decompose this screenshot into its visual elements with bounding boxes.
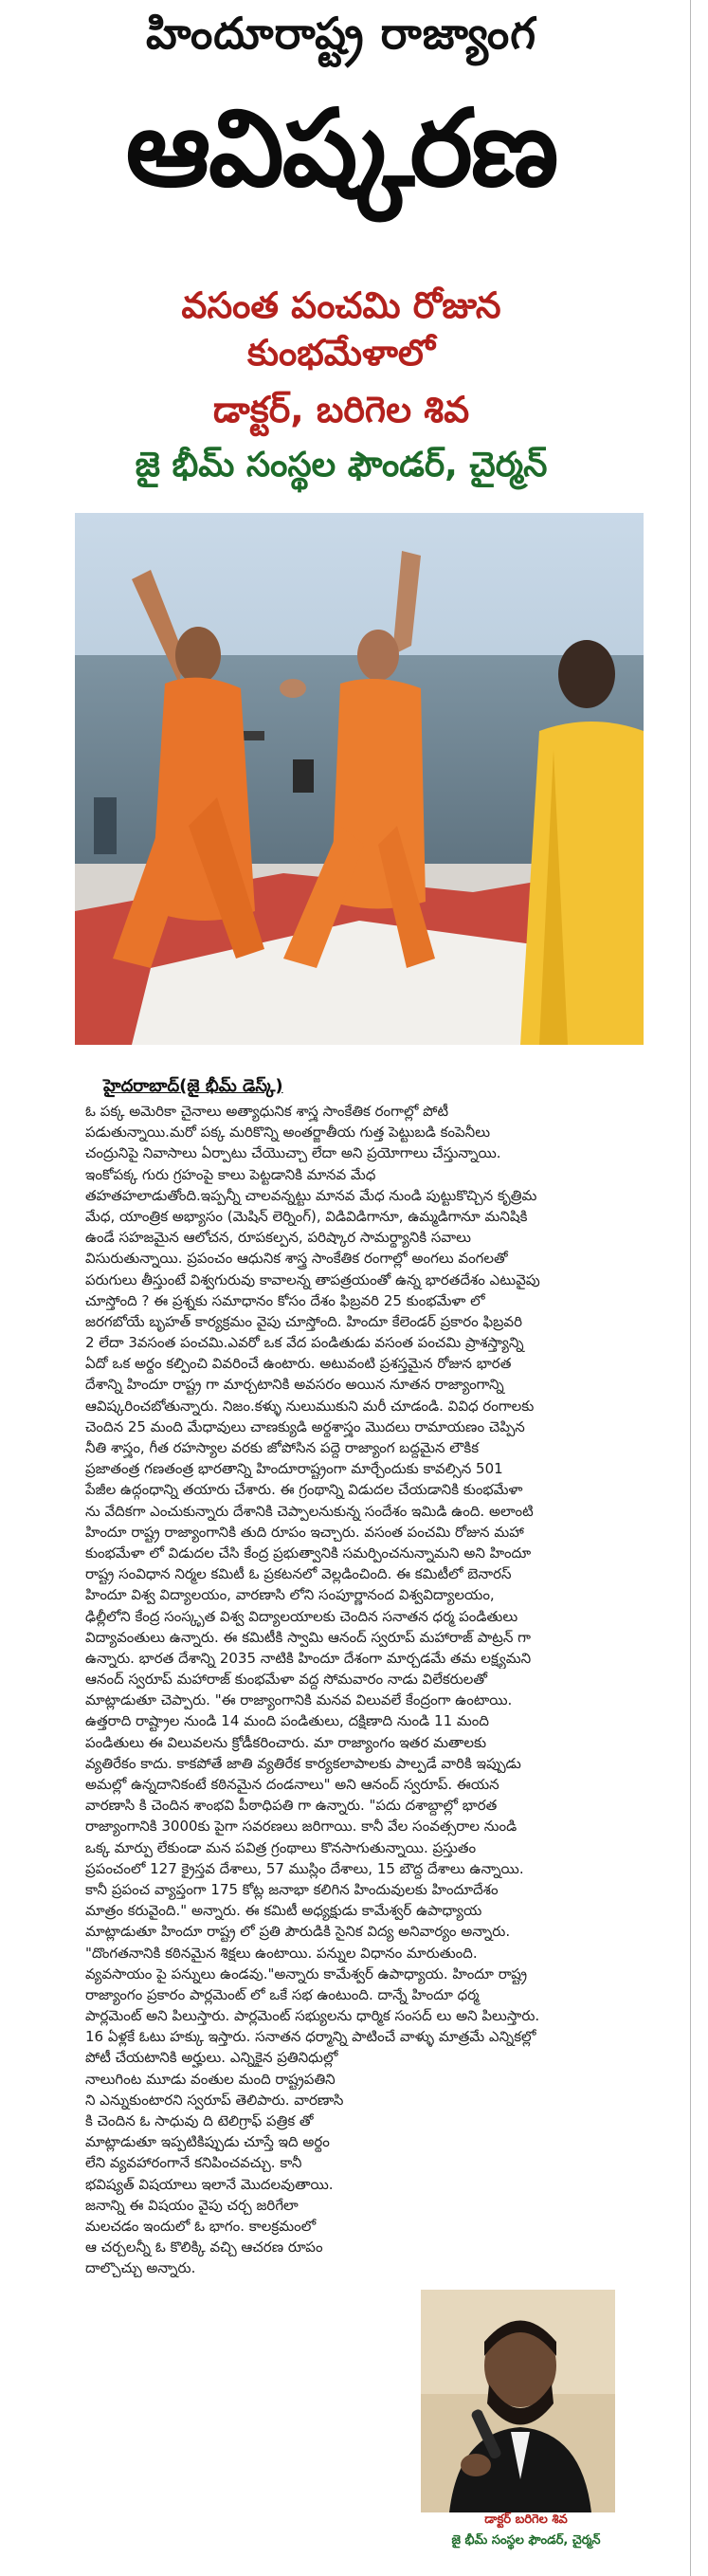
body-line: ఆ చర్చలన్నీ ఓ కొలిక్కి వచ్చి ఆచరణ రూపం	[85, 2238, 323, 2256]
body-line: ఒక్క మార్పు లేకుండా మన పవిత్ర గ్రంథాలు కొనసాగుతున్నాయి. ప్రస్తుతం	[85, 1838, 477, 1856]
byline: హైదరాబాద్(జై భీమ్ డెస్క్)	[103, 1076, 283, 1096]
body-line: మాట్లాడుతూ చెప్పారు. "ఈ రాజ్యాంగానికి మనవ విలువలే కేంద్రంగా ఉంటాయి.	[85, 1691, 513, 1709]
body-line: చంద్రునిపై నివాసాలు ఏర్పాటు చేయొచ్చా లేదా అని ప్రయోగాలు చేస్తున్నాయి.	[85, 1144, 501, 1162]
body-line: మాత్రం కరువైంది." అన్నారు. ఈ కమిటీ అధ్యక్షుడు కామేశ్వర్ ఉపాధ్యాయ	[85, 1902, 482, 1920]
body-line: ను వేదికగా ఎంచుకున్నారు దేశానికి చెప్పాలనుకున్న సందేశం ఇమిడి ఉంది. అలాంటి	[85, 1502, 534, 1520]
body-line: వ్యతిరేకం కాదు. కాకపోతే జాతి వ్యతిరేక కార్యకలాపాలకు పాల్పడే వారికి ఇప్పుడు	[85, 1754, 521, 1772]
body-line: లేని వ్యవహారంగానే కనిపించవచ్చు. కానీ	[85, 2154, 302, 2172]
body-line: దేశాన్ని హిందూ రాష్ట్ర గా మార్చటానికి అవసరం అయిన నూతన రాజ్యాంగాన్ని	[85, 1376, 504, 1394]
body-line: తహతహలాడుతోంది.ఇప్పన్నీ చాలవన్నట్టు మానవ మేధ నుండి పుట్టుకొచ్చిన కృత్రిమ	[85, 1186, 537, 1204]
body-line: వ్యవసాయం పై పన్నులు ఉండవు."అన్నారు కామేశ్వర్ ఉపాధ్యాయ. హిందూ రాష్ట్ర	[85, 1964, 528, 1982]
body-line: పండితులు ఈ విలువలను క్రోడీకరించారు. మా రాజ్యాంగం ఇతర మతాలకు	[85, 1733, 487, 1751]
main-photo	[75, 513, 644, 1045]
body-line: ఢిల్లీలోని కేంద్ర సంస్కృత విశ్వ విద్యాలయాలకు చెందిన సనాతన ధర్మ పండితులు	[85, 1607, 518, 1625]
body-line: రాజ్యాంగానికి 3000కు పైగా సవరణలు జరిగాయి. కానీ వేల సంవత్సరాల నుండి	[85, 1818, 517, 1836]
body-line: కానీ ప్రపంచ వ్యాప్తంగా 175 కోట్ల జనాభా కలిగిన హిందువులకు హిందూదేశం	[85, 1880, 499, 1898]
body-line: ని ఎన్నుకుంటారని స్వరూప్ తెలిపారు. వారణాసి	[85, 2091, 344, 2109]
body-line: హిందూ రాష్ట్ర రాజ్యాంగానికి తుది రూపం ఇచ్చారు. వసంత పంచమి రోజున మహా	[85, 1523, 524, 1541]
body-line: రాష్ట్ర సంవిధాన నిర్మల కమిటీ ఓ ప్రకటనలో వెల్లడించింది. ఈ కమిటీలో బెనారస్	[85, 1565, 512, 1583]
body-line: చూస్తోంది ? ఈ ప్రశ్నకు సమాధానం కోసం దేశం ఫిబ్రవరి 25 కుంభమేళా లో	[85, 1291, 485, 1309]
body-line: "దొంగతనానికి కఠినమైన శిక్షలు ఉంటాయి. పన్నుల విధానం మారుతుంది.	[85, 1944, 478, 1962]
subhead-line-3: డాక్టర్, బరిగెల శివ	[212, 389, 470, 430]
body-line: పరుగులు తీస్తుంటే విశ్వగురువు కావాలన్న తాపత్రయంతో ఉన్న భారతదేశం ఎటువైపు	[85, 1270, 540, 1288]
body-line: కి చెందిన ఓ సాధువు ది టెలిగ్రాఫ్ పత్రిక తో	[85, 2112, 314, 2129]
portrait-caption-name: డాక్టర్ బరిగెల శివ	[484, 2512, 568, 2527]
subhead-line-4: జై భీమ్ సంస్థల ఫౌండర్, చైర్మన్	[135, 446, 548, 484]
body-line: మలచడం ఇందులో ఓ భాగం. కాలక్రమంలో	[85, 2217, 317, 2235]
main-headline: ఆవిష్కరణ	[125, 87, 557, 210]
subhead-line-1: వసంత పంచమి రోజున	[181, 284, 501, 326]
body-line: ఆవిష్కరించబోతున్నారు. నిజం.కళ్ళు నులుముకుని మరీ చూడండి. వివిధ రంగాలకు	[85, 1397, 535, 1415]
people-photo-icon	[75, 513, 644, 1045]
body-line: ఓ పక్క అమెరికా చైనాలు అత్యాధునిక శాస్త్ర సాంకేతిక రంగాల్లో పోటీ	[85, 1103, 449, 1120]
body-line: ఉన్నారు. భారత దేశాన్ని 2035 నాటికి హిందూ దేశంగా మార్చడమే తమ లక్ష్యమని	[85, 1649, 532, 1667]
column-rule	[690, 0, 691, 2576]
body-line: దాల్చొచ్చు అన్నారు.	[85, 2259, 196, 2277]
portrait-photo-icon	[421, 2290, 615, 2512]
body-line: అమల్లో ఉన్నదానికంటే కఠినమైన దండనాలు" అని ఆనంద్ స్వరూప్. ఈయన	[85, 1776, 499, 1793]
portrait-photo	[421, 2290, 615, 2512]
body-line: ఆనంద్ స్వరూప్ మహారాజ్ కుంభమేళా వద్ద సోమవారం నాడు విలేకరులతో	[85, 1671, 488, 1689]
body-line: పోటీ చేయటానికి అర్హులు. ఎన్నికైన ప్రతినిధుల్లో	[85, 2049, 338, 2067]
body-line: 16 ఏళ్లకే ఓటు హక్కు ఇస్తారు. సనాతన ధర్మాన్ని పాటించే వాళ్ళు మాత్రమే ఎన్నికల్లో	[85, 2028, 536, 2046]
body-line: నీతి శాస్త్రం, గీత రహస్యాల వరకు జోపోసిన పద్దె రాజ్యాంగ బద్దమైన లౌకిక	[85, 1439, 480, 1456]
body-line: ప్రజాతంత్ర గణతంత్ర భారతాన్ని హిందూరాష్ట్రంగా మార్చేందుకు కావల్సిన 501	[85, 1460, 503, 1478]
body-line: పేజీల ఉద్గంధాన్ని తయారు చేశారు. ఈ గ్రంథాన్ని విడుదల చేయడానికి కుంభమేళా	[85, 1481, 523, 1499]
body-line: జనాన్ని ఈ విషయం వైపు చర్చ జరిగేలా	[85, 2196, 299, 2214]
body-line: ఇంకోపక్క గురు గ్రహంపై కాలు పెట్టడానికి మానవ మేధ	[85, 1165, 376, 1183]
body-line: జరగబోయే బృహత్ కార్యక్రమం వైపు చూస్తోంది. హిందూ కేలెండర్ ప్రకారం ఫిబ్రవరి	[85, 1312, 522, 1330]
body-line: కుంభమేళా లో విడుదల చేసి కేంద్ర ప్రభుత్వానికి సమర్పించనున్నామని అని హిందూ	[85, 1544, 532, 1562]
body-line: మాట్లాడుతూ ఇప్పటికిప్పుడు చూస్తే ఇది అర్థం	[85, 2133, 330, 2151]
kicker-headline: హిందూరాష్ట్ర రాజ్యాంగ	[145, 8, 537, 59]
body-line: వారణాసి కి చెందిన శాంభవి పీఠాధిపతి గా ఉన్నారు. "పదు దశాబ్దాల్లో భారత	[85, 1797, 498, 1815]
body-line: ప్రపంచంలో 127 క్రైస్తవ దేశాలు, 57 ముస్లిం దేశాలు, 15 బౌద్ధ దేశాలు ఉన్నాయి.	[85, 1859, 524, 1877]
body-line: పార్లమెంట్ అని పిలుస్తారు. పార్లమెంట్ సభ్యులను ధార్మిక సంసద్ లు అని పిలుస్తారు.	[85, 2007, 540, 2025]
body-line: 2 లేదా 3వసంత పంచమి.ఎవరో ఒక వేద పండితుడు వసంత పంచమి ప్రాశస్త్యాన్ని	[85, 1334, 524, 1352]
body-line: భవిష్యత్ విషయాలు ఇలానే మొదలవుతాయి.	[85, 2175, 334, 2193]
body-line: మాట్లాడుతూ హిందూ రాష్ట్ర లో ప్రతి పౌరుడికి సైనిక విద్య అనివార్యం అన్నారు.	[85, 1923, 511, 1941]
article-body	[85, 1101, 654, 2300]
body-line: నాలుగింట మూడు వంతుల మంది రాష్ట్రపతిని	[85, 2070, 336, 2088]
body-line	[85, 2279, 408, 2300]
body-line: రాజ్యాంగం ప్రకారం పార్లమెంట్ లో ఒకే సభ ఉంటుంది. దాన్నే హిందూ ధర్మ	[85, 1985, 480, 2003]
body-line: ఏదో ఒక అర్థం కల్పించి వివరించే ఉంటారు. అటువంటి ప్రశస్తమైన రోజున భారత	[85, 1355, 512, 1373]
body-line: చెందిన 25 మంది మేధావులు చాణక్యుడి అర్థశాస్త్రం మొదలు రామాయణం చెప్పిన	[85, 1417, 525, 1435]
body-line: ఉండే సహజమైన ఆలోచన, రూపకల్పన, పరిష్కార సామర్థ్యానికి సవాలు	[85, 1229, 471, 1247]
body-line: విసురుతున్నాయి. ప్రపంచం ఆధునిక శాస్త్ర సాంకేతిక రంగాల్లో అంగలు వంగలతో	[85, 1250, 508, 1268]
body-line: మేధ, యాంత్రిక అభ్యాసం (మెషిన్ లెర్నింగ్), విడివిడిగానూ, ఉమ్మడిగానూ మనిషికి	[85, 1207, 528, 1225]
subhead-line-2: కుంభమేళాలో	[247, 332, 435, 374]
portrait-caption-title: జై భీమ్ సంస్థల ఫౌండర్, చైర్మన్	[451, 2533, 601, 2548]
body-line: విద్యావంతులు ఉన్నారు. ఈ కమిటీకి స్వామి ఆనంద్ స్వరూప్ మహారాజ్ పాట్రన్ గా	[85, 1628, 531, 1646]
body-line: హిందూ విశ్వ విద్యాలయం, వారణాసి లోని సంపూర్ణానంద విశ్వవిద్యాలయం,	[85, 1586, 495, 1604]
body-line: ఉత్తరాది రాష్ట్రాల నుండి 14 మంది పండితులు, దక్షిణాది నుండి 11 మంది	[85, 1712, 489, 1730]
body-line: పడుతున్నాయి.మరో పక్క మరికొన్ని అంతర్జాతీయ గుత్త పెట్టుబడి కంపెనీలు	[85, 1124, 491, 1142]
